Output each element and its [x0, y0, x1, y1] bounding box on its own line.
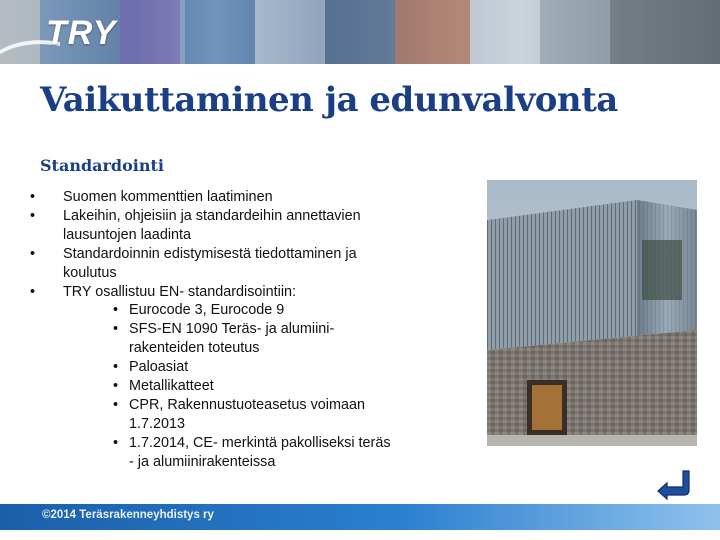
bullet-item: [30, 301, 430, 320]
bullet-item: [30, 283, 430, 302]
banner-photo-strip: [0, 0, 40, 64]
banner-photo-strip: [610, 0, 720, 64]
bullet-text: Metallikatteet: [129, 378, 214, 395]
return-arrow-icon: [655, 468, 695, 500]
bullet-item: [30, 320, 430, 358]
bullet-text: Suomen kommenttien laatiminen: [63, 189, 273, 205]
bullet-item: [30, 188, 430, 207]
bullet-marker: •: [113, 359, 119, 376]
banner-photo-strip: [540, 0, 610, 64]
bullet-text: 1.7.2013: [129, 415, 186, 432]
bullet-marker: •: [30, 283, 36, 300]
bullet-text: Lakeihin, ohjeisiin ja standardeihin annettavien: [63, 207, 361, 224]
bullet-text: 1.7.2014, CE- merkintä pakolliseksi teräs: [129, 434, 391, 451]
bullet-text: rakenteiden toteutus: [129, 340, 260, 357]
bullet-text: Eurocode 3, Eurocode 9: [129, 302, 285, 319]
bullet-marker: •: [113, 396, 119, 413]
bullet-text: koulutus: [63, 264, 117, 281]
banner-photo-strip: [395, 0, 470, 64]
banner-photo-strip: [185, 0, 255, 64]
bullet-list: [30, 188, 430, 472]
bullet-item: [30, 245, 430, 283]
bullet-text: - ja alumiinirakenteissa: [129, 453, 276, 470]
bullet-text: TRY osallistuu EN- standardisointiin:: [63, 283, 297, 300]
footer-copyright: ©2014 Teräsrakenneyhdistys ry: [42, 509, 214, 521]
bullet-text: CPR, Rakennustuoteasetus voimaan: [129, 396, 365, 413]
building-photo: [487, 180, 697, 446]
logo: TRY: [46, 14, 117, 52]
bullet-item: [30, 396, 430, 434]
banner-photo-strip: [255, 0, 325, 64]
banner-photo-strip: [470, 0, 540, 64]
return-button[interactable]: [655, 468, 695, 500]
bullet-list-container: [30, 188, 430, 472]
bullet-item: [30, 377, 430, 396]
bullet-marker: •: [30, 207, 36, 224]
banner-photo-strip: [325, 0, 395, 64]
header-banner: [0, 0, 720, 64]
footer-bar: [0, 504, 720, 530]
bullet-marker: •: [113, 302, 119, 319]
bullet-item: [30, 358, 430, 377]
bullet-marker: •: [30, 245, 36, 262]
bullet-marker: •: [113, 434, 119, 451]
bullet-text: SFS-EN 1090 Teräs- ja alumiini-: [129, 321, 335, 338]
bullet-marker: •: [113, 321, 119, 338]
slide-title: Vaikuttaminen ja edunvalvonta: [40, 80, 618, 120]
bullet-item: [30, 207, 430, 245]
banner-photo-strip: [120, 0, 180, 64]
bullet-text: Standardoinnin edistymisestä tiedottaminen ja: [63, 245, 357, 262]
bullet-text: lausuntojen laadinta: [63, 226, 192, 243]
bullet-item: [30, 434, 430, 472]
slide-subtitle: Standardointi: [40, 156, 164, 175]
bullet-marker: •: [30, 189, 36, 205]
bullet-text: Paloasiat: [129, 359, 189, 376]
bullet-marker: •: [113, 378, 119, 395]
